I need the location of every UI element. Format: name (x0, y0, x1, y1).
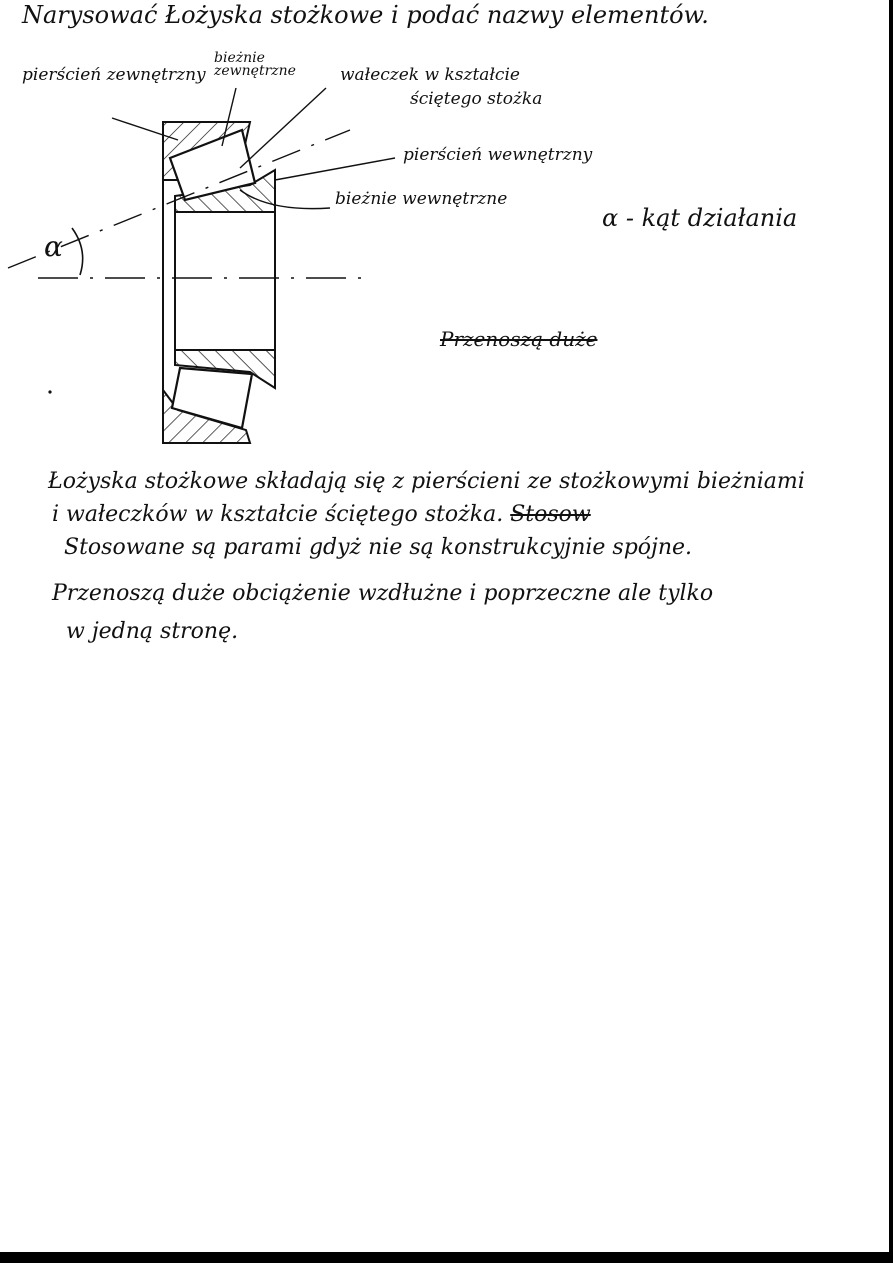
description-line-1: Łożyska stożkowe składają się z pierścieni ze stożkowymi bieżniami (48, 469, 805, 494)
label-rollers-line2: ściętego stożka (410, 89, 543, 109)
stray-dot (48, 390, 51, 393)
description-line-2-text: i wałeczków w kształcie ściętego stożka. (52, 502, 504, 527)
label-outer-race: bieżnie zewnętrzne (214, 50, 296, 80)
description-line-2 (52, 503, 591, 527)
label-inner-ring: pierścień wewnętrzny (403, 145, 593, 165)
label-outer-ring: pierścień zewnętrzny (22, 65, 206, 85)
label-rollers-line1: wałeczek w kształcie (340, 65, 520, 85)
description-line-4: Przenoszą duże obciążenie wzdłużne i poprzeczne ale tylko (52, 581, 714, 606)
leader-inner-ring (275, 158, 395, 180)
description-line-2-struck: Stosow (510, 502, 591, 527)
crossed-out-note: Przenoszą duże (440, 327, 598, 351)
label-inner-race: bieżnie wewnętrzne (335, 189, 508, 209)
description-line-5: w jedną stronę. (66, 619, 239, 644)
leader-rollers (240, 88, 326, 168)
angle-arc (72, 228, 83, 275)
scan-right-border (889, 0, 893, 1263)
label-angle-definition: α - kąt działania (602, 204, 798, 232)
task-heading: Narysować Łożyska stożkowe i podać nazwy elementów. (22, 1, 709, 29)
scan-bottom-border (0, 1252, 893, 1263)
description-line-3: Stosowane są parami gdyż nie są konstrukcyjnie spójne. (64, 535, 693, 560)
alpha-symbol: α (44, 230, 63, 263)
